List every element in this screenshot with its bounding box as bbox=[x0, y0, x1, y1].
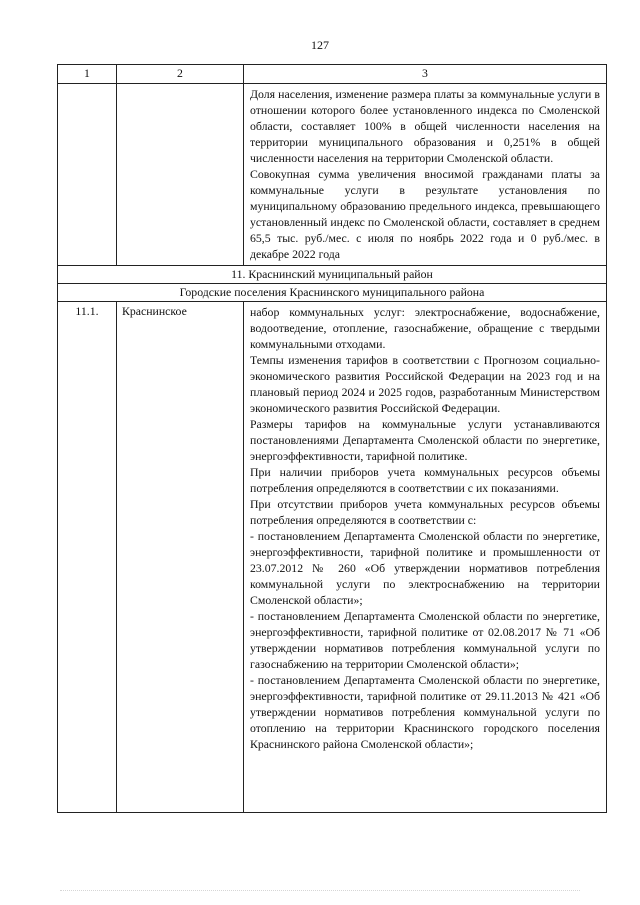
row-name-cell bbox=[117, 302, 244, 813]
table-header-row bbox=[58, 65, 607, 84]
header-col-1: 1 bbox=[58, 65, 117, 84]
continuation-number-cell bbox=[58, 84, 117, 266]
scan-artifact-line bbox=[60, 880, 580, 891]
row-paragraph-8: - постановлением Департамента Смоленской области по энергетике, энергоэффективности, тарифной политике от 29.11.2013 № 421 «Об утверждении нормативов потребления коммунальной услуги по отоплению на территории Краснинского городского поселения Краснинского района Смоленской области»; bbox=[250, 673, 600, 751]
row-text-cell bbox=[244, 302, 607, 813]
tariff-table bbox=[57, 64, 607, 813]
row-number-cell bbox=[58, 302, 117, 813]
row-number: 11.1. bbox=[75, 304, 99, 318]
table-row-continuation bbox=[58, 84, 607, 266]
subsection-title: Городские поселения Краснинского муниципального района bbox=[58, 284, 607, 302]
page-number: 127 bbox=[311, 38, 329, 52]
row-paragraph-5: При отсутствии приборов учета коммунальных ресурсов объемы потребления определяются в соответствии с: bbox=[250, 497, 600, 527]
row-paragraph-7: - постановлением Департамента Смоленской области по энергетике, энергоэффективности, тарифной политике от 02.08.2017 № 71 «Об утверждении нормативов потребления коммунальной услуги по газоснабжению на территории Смоленской области»; bbox=[250, 609, 600, 671]
section-title: 11. Краснинский муниципальный район bbox=[58, 266, 607, 284]
row-paragraph-2: Темпы изменения тарифов в соответствии с Прогнозом социально-экономического развития Российской Федерации на 2023 год и на плановый период 2024 и 2025 годов, разработанным Министерством экономического развития Российской Федерации. bbox=[250, 353, 600, 415]
continuation-paragraph-1: Доля населения, изменение размера платы за коммунальные услуги в отношении которого более установленного индекса по Смоленской области, составляет 100% в общей численности населения на территории муниципального образования и 0,251% в общей численности населения на территории Смоленской области. bbox=[250, 87, 600, 165]
section-title-row bbox=[58, 266, 607, 284]
subsection-title-row bbox=[58, 284, 607, 302]
header-col-2: 2 bbox=[117, 65, 244, 84]
continuation-name-cell bbox=[117, 84, 244, 266]
row-paragraph-3: Размеры тарифов на коммунальные услуги устанавливаются постановлениями Департамента Смоленской области по энергетике, энергоэффективности, тарифной политике. bbox=[250, 417, 600, 463]
continuation-text-cell bbox=[244, 84, 607, 266]
row-paragraph-1: набор коммунальных услуг: электроснабжение, водоснабжение, водоотведение, отопление, газоснабжение, обращение с твердыми коммунальными отходами. bbox=[250, 305, 600, 351]
row-paragraph-4: При наличии приборов учета коммунальных ресурсов объемы потребления определяются в соответствии с их показаниями. bbox=[250, 465, 600, 495]
header-col-3: 3 bbox=[244, 65, 607, 84]
continuation-paragraph-2: Совокупная сумма увеличения вносимой гражданами платы за коммунальные услуги в результате установления по муниципальному образованию предельного индекса, превышающего установленный индекс по Смоленской области, составляет в среднем 65,5 тыс. руб./мес. с июля по ноябрь 2022 года и 0 руб./мес. в декабре 2022 года bbox=[250, 167, 600, 261]
table-row-11-1 bbox=[58, 302, 607, 813]
row-paragraph-6: - постановлением Департамента Смоленской области по энергетике, энергоэффективности, тарифной политике и промышленности от 23.07.2012 № 260 «Об утверждении нормативов потребления коммунальной услуги по электроснабжению на территории Смоленской области»; bbox=[250, 529, 600, 607]
settlement-name: Краснинское bbox=[122, 304, 187, 318]
